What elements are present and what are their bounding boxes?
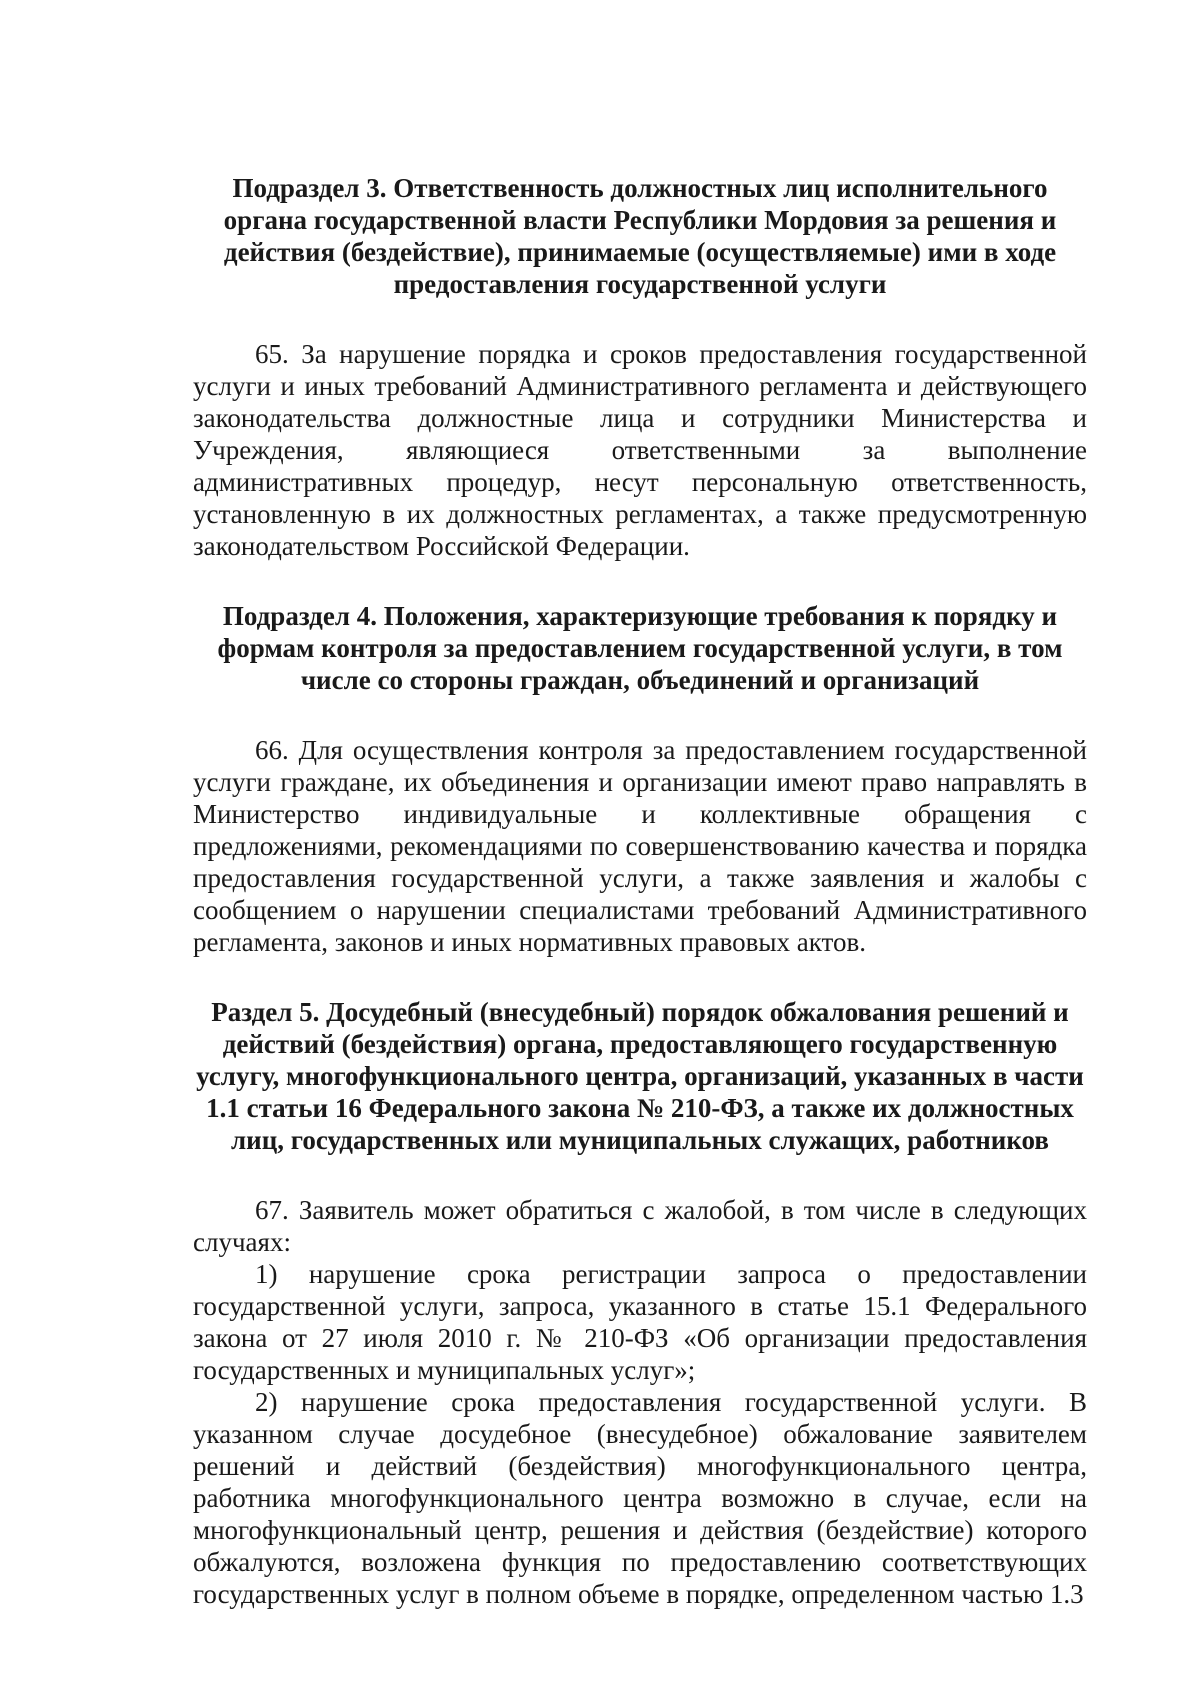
list-item-1: 1) нарушение срока регистрации запроса о предоставлении государственной услуги, запроса, указанного в статье 15.1 Федерального закона от 27 июля 2010 г. № 210-ФЗ «Об организации предоставления государственных и муниципальных услуг»; — [193, 1259, 1087, 1385]
section-5-heading: Раздел 5. Досудебный (внесудебный) порядок обжалования решений и действий (бездействия) органа, предоставляющего государственную услугу, многофункционального центра, организаций, указанных в части 1.1 статьи 16 Федерального закона № 210-ФЗ, а также их должностных лиц, государственных или муниципальных служащих, работников — [196, 997, 1084, 1155]
document-page — [193, 172, 1087, 1610]
subsection-4-heading: Подраздел 4. Положения, характеризующие требования к порядку и формам контроля за предоставлением государственной услуги, в том числе со стороны граждан, объединений и организаций — [217, 601, 1063, 695]
subsection-3-heading: Подраздел 3. Ответственность должностных лиц исполнительного органа государственной власти Республики Мордовия за решения и действия (бездействие), принимаемые (осуществляемые) ими в ходе предоставления государственной услуги — [223, 173, 1057, 299]
paragraph-67: 67. Заявитель может обратиться с жалобой, в том числе в следующих случаях: — [193, 1195, 1087, 1257]
list-item-2: 2) нарушение срока предоставления государственной услуги. В указанном случае досудебное (внесудебное) обжалование заявителем решений и действий (бездействия) многофункционального центра, работника многофункционального центра возможно в случае, если на многофункциональный центр, решения и действия (бездействие) которого обжалуются, возложена функция по предоставлению соответствующих государственных услуг в полном объеме в порядке, определенном частью 1.3 — [193, 1387, 1087, 1609]
paragraph-66: 66. Для осуществления контроля за предоставлением государственной услуги граждане, их объединения и организации имеют право направлять в Министерство индивидуальные и коллективные обращения с предложениями, рекомендациями по совершенствованию качества и порядка предоставления государственной услуги, а также заявления и жалобы с сообщением о нарушении специалистами требований Административного регламента, законов и иных нормативных правовых актов. — [193, 735, 1087, 957]
paragraph-65: 65. За нарушение порядка и сроков предоставления государственной услуги и иных требований Административного регламента и действующего законодательства должностные лица и сотрудники Министерства и Учреждения, являющиеся ответственными за выполнение административных процедур, несут персональную ответственность, установленную в их должностных регламентах, а также предусмотренную законодательством Российской Федерации. — [193, 339, 1087, 561]
